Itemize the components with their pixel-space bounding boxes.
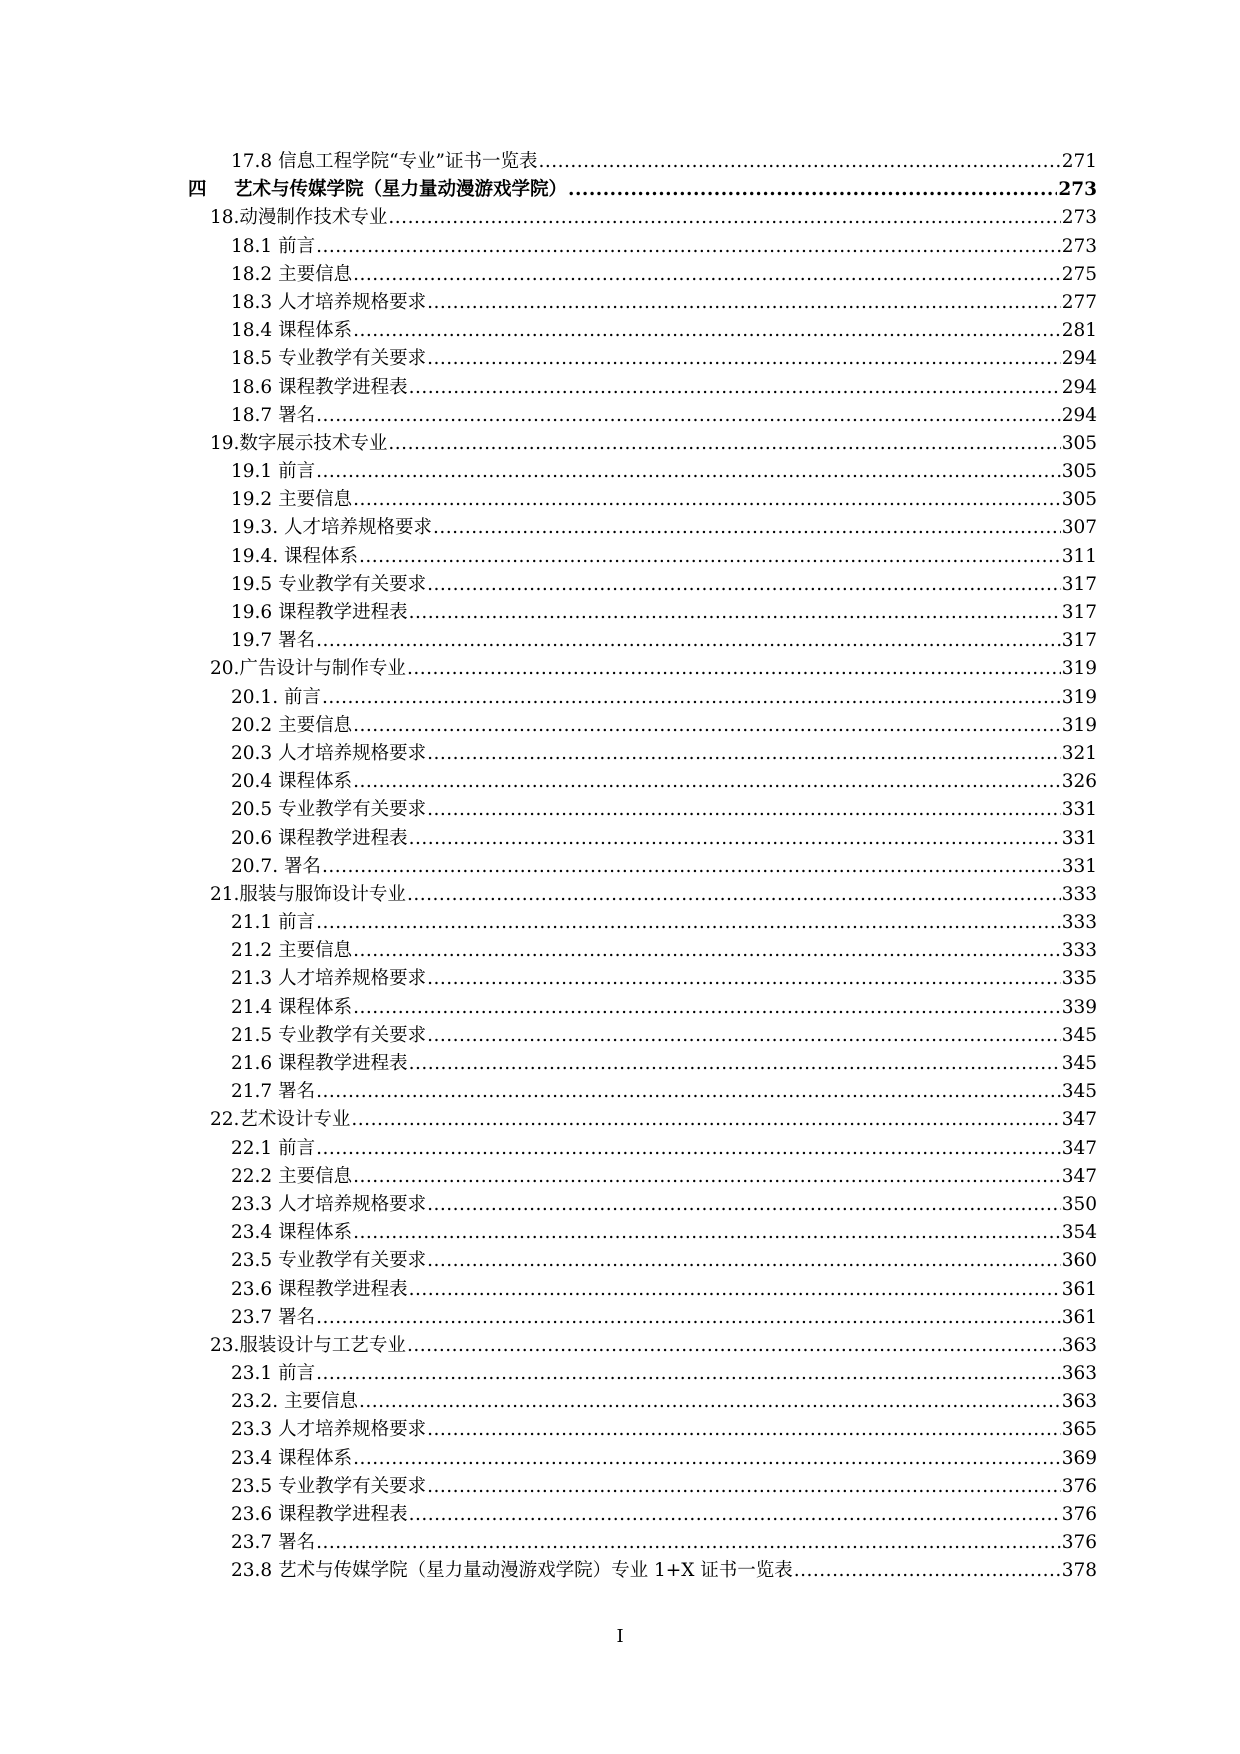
- toc-subsection-entry[interactable]: [0, 627, 1097, 655]
- toc-dot-leader: [409, 599, 1061, 627]
- toc-dot-leader: [316, 233, 1061, 261]
- toc-entry-label: 21.4 课程体系: [231, 996, 353, 1018]
- toc-subsection-entry[interactable]: [0, 1445, 1097, 1473]
- page-number: I: [616, 1626, 624, 1647]
- toc-subsection-entry[interactable]: [0, 514, 1097, 542]
- toc-entry-label: 20.5 专业教学有关要求: [231, 799, 427, 821]
- toc-subsection-entry[interactable]: [0, 1276, 1097, 1304]
- toc-entry-label: 23.服装设计与工艺专业: [210, 1334, 406, 1356]
- toc-dot-leader: [407, 881, 1061, 909]
- toc-subsection-entry[interactable]: [0, 994, 1097, 1022]
- toc-page-number: 331: [1061, 827, 1097, 849]
- toc-dot-leader: [322, 684, 1061, 712]
- toc-subsection-entry[interactable]: [0, 768, 1097, 796]
- toc-subsection-entry[interactable]: [0, 1219, 1097, 1247]
- toc-subsection-entry[interactable]: [0, 374, 1097, 402]
- toc-entry-label: 20.3 人才培养规格要求: [231, 742, 427, 764]
- toc-dot-leader: [316, 627, 1061, 655]
- toc-page-number: 354: [1061, 1222, 1097, 1244]
- toc-dot-leader: [353, 1219, 1061, 1247]
- toc-subsection-entry[interactable]: [0, 1473, 1097, 1501]
- toc-subsection-entry[interactable]: [0, 1529, 1097, 1557]
- toc-dot-leader: [427, 1022, 1061, 1050]
- toc-dot-leader: [427, 740, 1061, 768]
- toc-page-number: 305: [1061, 461, 1097, 483]
- toc-entry-label: 23.4 课程体系: [231, 1447, 353, 1469]
- toc-page-number: 317: [1061, 602, 1097, 623]
- toc-page-number: 294: [1061, 376, 1097, 398]
- toc-subsection-entry[interactable]: [0, 796, 1097, 824]
- toc-subsection-entry[interactable]: [0, 402, 1097, 430]
- toc-entry-label: 21.5 专业教学有关要求: [231, 1024, 427, 1046]
- toc-dot-leader: [409, 374, 1061, 402]
- toc-subsection-entry[interactable]: [0, 1388, 1097, 1416]
- toc-page-number: 350: [1061, 1193, 1097, 1215]
- toc-dot-leader: [388, 430, 1060, 458]
- toc-subsection-entry[interactable]: [0, 937, 1097, 965]
- toc-page-number: 347: [1061, 1137, 1097, 1159]
- toc-subsection-entry[interactable]: [0, 1163, 1097, 1191]
- toc-page-number: 311: [1061, 545, 1097, 567]
- toc-subsection-entry[interactable]: [0, 712, 1097, 740]
- toc-section-entry[interactable]: [0, 1332, 1097, 1360]
- toc-page-number: 347: [1061, 1165, 1097, 1187]
- toc-page-number: 365: [1061, 1419, 1097, 1441]
- toc-entry-label: 21.7 署名: [231, 1081, 316, 1103]
- toc-entry-label: 23.2. 主要信息: [231, 1391, 358, 1413]
- toc-subsection-entry[interactable]: [0, 1078, 1097, 1106]
- toc-dot-leader: [568, 176, 1057, 204]
- toc-subsection-entry[interactable]: [0, 1135, 1097, 1163]
- toc-dot-leader: [316, 909, 1061, 937]
- toc-dot-leader: [353, 994, 1061, 1022]
- toc-page-number: 321: [1061, 742, 1097, 764]
- toc-dot-leader: [427, 1191, 1061, 1219]
- toc-page-number: 345: [1061, 1053, 1097, 1074]
- toc-dot-leader: [427, 1416, 1061, 1444]
- toc-subsection-entry[interactable]: [0, 965, 1097, 993]
- toc-subsection-entry[interactable]: [0, 1247, 1097, 1275]
- toc-page-number: 294: [1061, 348, 1097, 370]
- toc-entry-label: 23.3 人才培养规格要求: [231, 1419, 427, 1441]
- toc-dot-leader: [353, 768, 1061, 796]
- toc-page-number: 331: [1061, 799, 1097, 821]
- toc-dot-leader: [359, 543, 1061, 571]
- toc-entry-label: 19.6 课程教学进程表: [231, 602, 408, 623]
- toc-entry-label: 23.6 课程教学进程表: [231, 1278, 408, 1300]
- toc-dot-leader: [316, 458, 1061, 486]
- toc-subsection-entry[interactable]: [0, 1416, 1097, 1444]
- toc-page-number: 333: [1061, 912, 1097, 934]
- toc-subsection-entry[interactable]: [0, 571, 1097, 599]
- toc-subsection-entry[interactable]: [0, 458, 1097, 486]
- toc-page-number: 275: [1061, 263, 1097, 285]
- toc-entry-label: 23.6 课程教学进程表: [231, 1504, 408, 1525]
- toc-dot-leader: [433, 514, 1061, 542]
- toc-dot-leader: [353, 261, 1061, 289]
- toc-subsection-entry[interactable]: [0, 1304, 1097, 1332]
- toc-section-entry[interactable]: [0, 655, 1097, 683]
- toc-entry-label: 23.3 人才培养规格要求: [231, 1193, 427, 1215]
- toc-dot-leader: [316, 1304, 1061, 1332]
- toc-entry-label: 18.6 课程教学进程表: [231, 376, 408, 398]
- toc-entry-label: 19.1 前言: [231, 461, 316, 483]
- toc-page-number: 361: [1061, 1306, 1097, 1328]
- toc-page-number: 363: [1061, 1391, 1097, 1413]
- toc-dot-leader: [407, 655, 1061, 683]
- toc-dot-leader: [427, 1247, 1061, 1275]
- toc-dot-leader: [353, 1163, 1061, 1191]
- toc-subsection-entry[interactable]: [0, 599, 1097, 627]
- toc-page-number: 363: [1061, 1334, 1097, 1356]
- toc-section-entry[interactable]: [0, 204, 1097, 232]
- toc-subsection-entry[interactable]: [0, 317, 1097, 345]
- toc-entry-label: [188, 176, 567, 204]
- toc-section-entry[interactable]: [0, 430, 1097, 458]
- toc-dot-leader: [794, 1557, 1061, 1585]
- toc-page-number: 333: [1061, 940, 1097, 962]
- toc-dot-leader: [409, 1501, 1061, 1529]
- toc-dot-leader: [316, 1529, 1061, 1557]
- toc-subsection-entry[interactable]: [0, 233, 1097, 261]
- toc-page-number: 294: [1061, 404, 1097, 426]
- toc-page-number: 319: [1061, 714, 1097, 736]
- toc-subsection-entry[interactable]: [0, 261, 1097, 289]
- toc-entry-label: 19.7 署名: [231, 630, 316, 652]
- toc-entry-label: 20.广告设计与制作专业: [210, 658, 406, 680]
- toc-entry-label: 22.1 前言: [231, 1137, 316, 1159]
- toc-page-number: 273: [1061, 235, 1097, 257]
- toc-entry-label: 21.服装与服饰设计专业: [210, 883, 406, 905]
- toc-dot-leader: [427, 1473, 1061, 1501]
- toc-entry-label: 20.4 课程体系: [231, 771, 353, 793]
- toc-dot-leader: [427, 289, 1061, 317]
- toc-page-number: 331: [1061, 855, 1097, 877]
- toc-page-number: 271: [1061, 151, 1097, 172]
- toc-chapter-entry[interactable]: [0, 176, 1097, 204]
- toc-entry-label: 18.4 课程体系: [231, 320, 353, 342]
- toc-entry-label: 19.数字展示技术专业: [210, 432, 388, 454]
- toc-entry-label: 23.7 署名: [231, 1306, 316, 1328]
- toc-page-number: 363: [1061, 1363, 1097, 1385]
- toc-entry-label: 23.1 前言: [231, 1363, 316, 1385]
- toc-entry-label: 21.3 人才培养规格要求: [231, 968, 427, 990]
- toc-subsection-entry[interactable]: [0, 345, 1097, 373]
- toc-entry-label: 21.2 主要信息: [231, 940, 353, 962]
- toc-subsection-entry[interactable]: [0, 825, 1097, 853]
- toc-entry-label: 20.2 主要信息: [231, 714, 353, 736]
- toc-dot-leader: [427, 571, 1061, 599]
- toc-entry-label: 23.7 署名: [231, 1532, 316, 1554]
- toc-entry-label: 19.5 专业教学有关要求: [231, 573, 427, 595]
- toc-dot-leader: [353, 937, 1061, 965]
- toc-page-number: 345: [1061, 1024, 1097, 1046]
- toc-entry-label: 18.动漫制作技术专业: [210, 207, 388, 229]
- toc-entry-label: 18.5 专业教学有关要求: [231, 348, 427, 370]
- toc-page-number: 347: [1061, 1109, 1097, 1131]
- toc-page-number: 317: [1061, 630, 1097, 652]
- toc-section-entry[interactable]: [0, 881, 1097, 909]
- toc-dot-leader: [427, 345, 1061, 373]
- toc-subsection-entry[interactable]: [0, 1050, 1097, 1078]
- toc-page-number: 273: [1058, 179, 1097, 201]
- toc-page-number: 305: [1061, 489, 1097, 511]
- toc-page-number: 361: [1061, 1278, 1097, 1300]
- toc-subsection-entry[interactable]: [0, 1557, 1097, 1585]
- toc-page-number: 273: [1061, 207, 1097, 229]
- toc-dot-leader: [316, 1078, 1061, 1106]
- toc-subsection-entry[interactable]: [0, 1022, 1097, 1050]
- toc-dot-leader: [409, 1276, 1061, 1304]
- toc-entry-label: 18.2 主要信息: [231, 263, 353, 285]
- toc-subsection-entry[interactable]: [0, 543, 1097, 571]
- toc-page-number: 376: [1061, 1532, 1097, 1554]
- toc-entry-label: 21.1 前言: [231, 912, 316, 934]
- toc-subsection-entry[interactable]: [0, 1360, 1097, 1388]
- toc-dot-leader: [353, 1445, 1061, 1473]
- toc-entry-label: 21.6 课程教学进程表: [231, 1053, 408, 1074]
- toc-subsection-entry[interactable]: [0, 1501, 1097, 1529]
- toc-entry-label: 19.3. 人才培养规格要求: [231, 517, 432, 539]
- toc-page-number: 360: [1061, 1250, 1097, 1272]
- toc-entry-label: 23.4 课程体系: [231, 1222, 353, 1244]
- toc-page-number: 319: [1061, 658, 1097, 680]
- toc-page-number: 307: [1061, 517, 1097, 539]
- toc-page-number: 317: [1061, 573, 1097, 595]
- toc-subsection-entry[interactable]: [0, 853, 1097, 881]
- toc-page-number: 319: [1061, 686, 1097, 708]
- toc-chapter-number: 四: [188, 179, 207, 201]
- table-of-contents: [0, 148, 1240, 1586]
- toc-dot-leader: [316, 402, 1061, 430]
- toc-page-number: 305: [1061, 432, 1097, 454]
- toc-entry-label: 20.1. 前言: [231, 686, 321, 708]
- toc-subsection-entry[interactable]: [0, 148, 1097, 176]
- toc-page-number: 376: [1061, 1504, 1097, 1525]
- toc-page-number: 335: [1061, 968, 1097, 990]
- toc-entry-label: 22.艺术设计专业: [210, 1109, 351, 1131]
- toc-dot-leader: [427, 796, 1061, 824]
- toc-dot-leader: [407, 1332, 1061, 1360]
- toc-subsection-entry[interactable]: [0, 684, 1097, 712]
- toc-page-number: 369: [1061, 1447, 1097, 1469]
- toc-entry-label: 20.6 课程教学进程表: [231, 827, 408, 849]
- toc-subsection-entry[interactable]: [0, 909, 1097, 937]
- toc-chapter-title: 艺术与传媒学院（星力量动漫游戏学院）: [234, 179, 568, 201]
- toc-dot-leader: [316, 1360, 1061, 1388]
- toc-entry-label: 19.4. 课程体系: [231, 545, 358, 567]
- toc-subsection-entry[interactable]: [0, 289, 1097, 317]
- toc-dot-leader: [351, 1106, 1060, 1134]
- toc-page-number: 326: [1061, 771, 1097, 793]
- toc-page-number: 378: [1061, 1560, 1097, 1582]
- toc-dot-leader: [353, 486, 1061, 514]
- toc-dot-leader: [409, 825, 1061, 853]
- toc-subsection-entry[interactable]: [0, 1191, 1097, 1219]
- toc-entry-label: 18.3 人才培养规格要求: [231, 291, 427, 313]
- toc-page-number: 333: [1061, 883, 1097, 905]
- toc-subsection-entry[interactable]: [0, 486, 1097, 514]
- toc-entry-label: 22.2 主要信息: [231, 1165, 353, 1187]
- toc-dot-leader: [388, 204, 1060, 232]
- toc-entry-label: 17.8 信息工程学院“专业”证书一览表: [231, 151, 538, 172]
- toc-entry-label: 23.8 艺术与传媒学院（星力量动漫游戏学院）专业 1+X 证书一览表: [231, 1560, 793, 1582]
- toc-dot-leader: [316, 1135, 1061, 1163]
- toc-entry-label: 23.5 专业教学有关要求: [231, 1475, 427, 1497]
- toc-entry-label: 19.2 主要信息: [231, 489, 353, 511]
- toc-page-number: 277: [1061, 291, 1097, 313]
- toc-section-entry[interactable]: [0, 1106, 1097, 1134]
- toc-page-number: 376: [1061, 1475, 1097, 1497]
- toc-page-number: 345: [1061, 1081, 1097, 1103]
- toc-page-number: 339: [1061, 996, 1097, 1018]
- toc-subsection-entry[interactable]: [0, 740, 1097, 768]
- toc-dot-leader: [322, 853, 1061, 881]
- toc-entry-label: 18.7 署名: [231, 404, 316, 426]
- toc-dot-leader: [359, 1388, 1061, 1416]
- toc-page-number: 281: [1061, 320, 1097, 342]
- toc-dot-leader: [353, 712, 1061, 740]
- toc-dot-leader: [539, 148, 1061, 176]
- toc-dot-leader: [409, 1050, 1061, 1078]
- toc-dot-leader: [353, 317, 1061, 345]
- toc-dot-leader: [427, 965, 1061, 993]
- toc-entry-label: 20.7. 署名: [231, 855, 321, 877]
- toc-entry-label: 18.1 前言: [231, 235, 316, 257]
- toc-entry-label: 23.5 专业教学有关要求: [231, 1250, 427, 1272]
